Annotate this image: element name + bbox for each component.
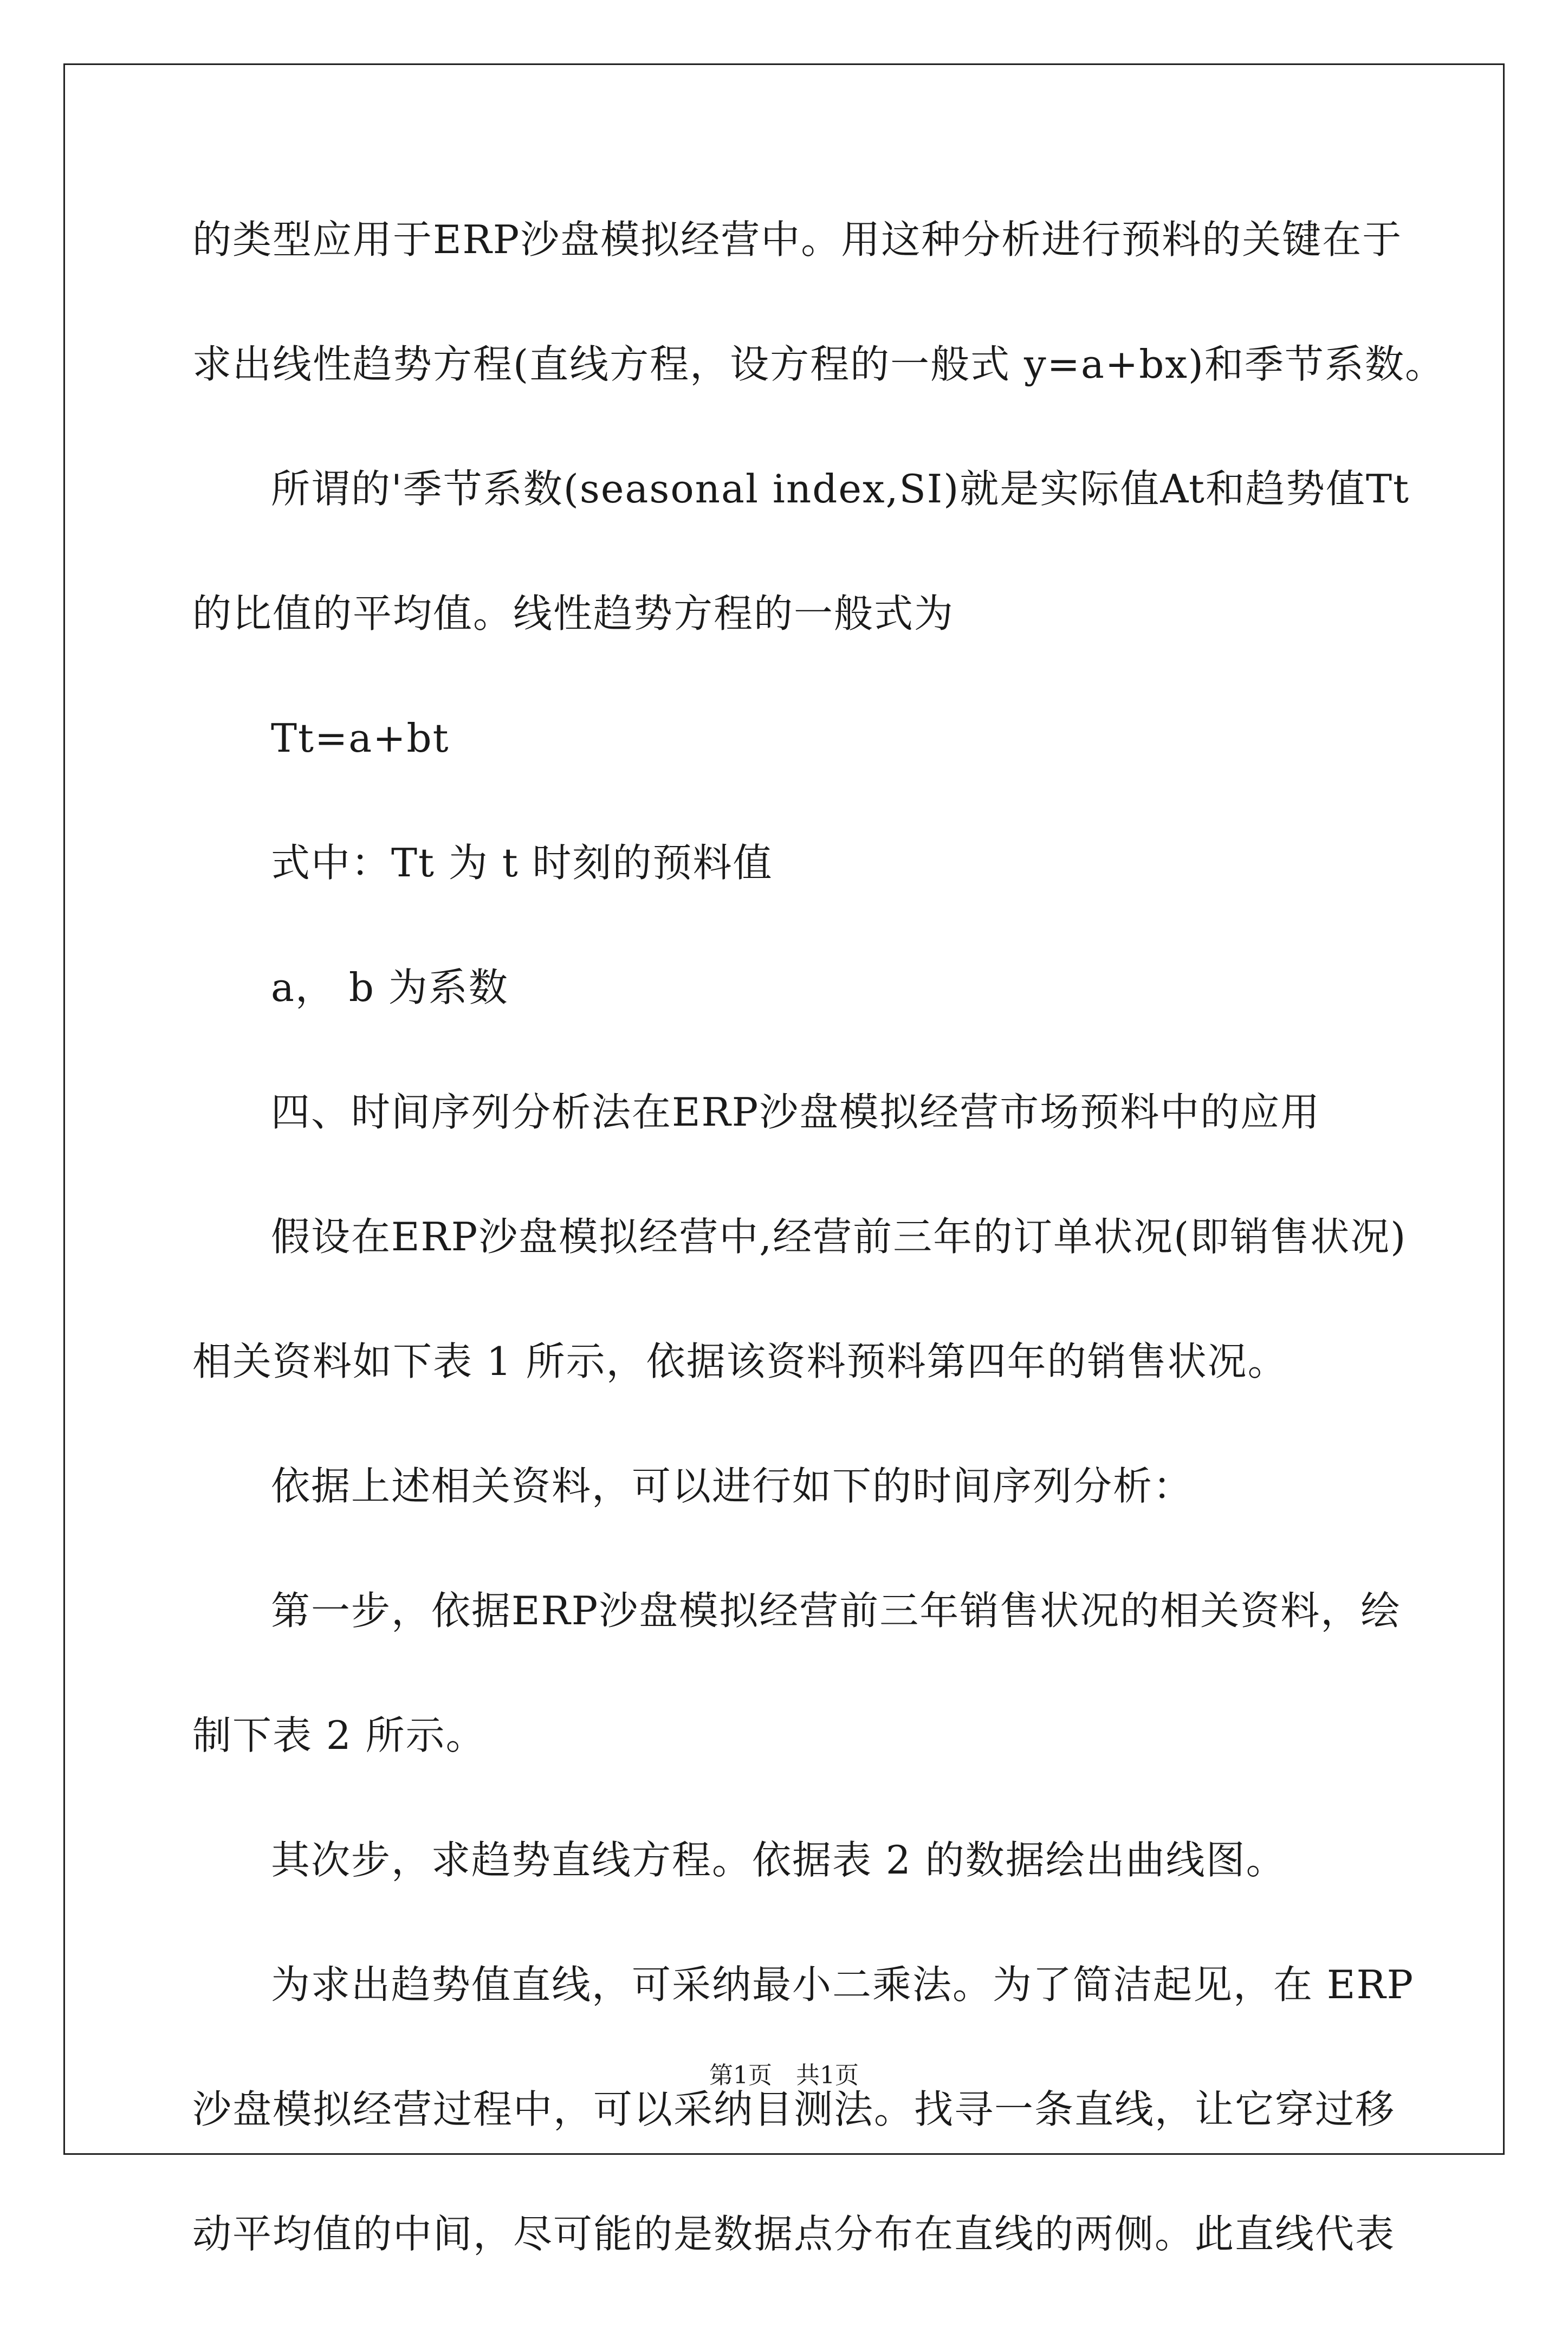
text-line: 相关资料如下表 1 所示，依据该资料预料第四年的销售状况。 (192, 1339, 1288, 1384)
text-line: 依据上述相关资料，可以进行如下的时间序列分析： (271, 1463, 1194, 1509)
text-line: 所谓的'季节系数(seasonal index,SI)就是实际值At和趋势值Tt (271, 466, 1410, 512)
text-line: 第一步，依据ERP沙盘模拟经营前三年销售状况的相关资料，绘 (271, 1588, 1401, 1633)
text-line: 求出线性趋势方程(直线方程，设方程的一般式 y=a+bx)和季节系数。 (192, 341, 1446, 387)
text-line: 动平均值的中间，尽可能的是数据点分布在直线的两侧。此直线代表 (192, 2211, 1396, 2257)
text-line: 沙盘模拟经营过程中，可以采纳目测法。找寻一条直线，让它穿过移 (192, 2087, 1396, 2132)
section-heading: 四、时间序列分析法在ERP沙盘模拟经营市场预料中的应用 (271, 1089, 1321, 1135)
text-line: 制下表 2 所示。 (192, 1713, 486, 1758)
text-line: 的类型应用于ERP沙盘模拟经营中。用这种分析进行预料的关键在于 (192, 217, 1403, 262)
text-line: 为求出趋势值直线，可采纳最小二乘法。为了简洁起见，在 ERP (271, 1962, 1415, 2007)
page-number: 第1页 共1页 (709, 2062, 859, 2089)
text-line: 其次步，求趋势直线方程。依据表 2 的数据绘出曲线图。 (271, 1837, 1286, 1883)
text-line: a， b 为系数 (271, 965, 509, 1010)
text-line: 的比值的平均值。线性趋势方程的一般式为 (192, 591, 955, 636)
text-line: 式中：Tt 为 t 时刻的预料值 (271, 840, 773, 886)
document-body (192, 206, 1446, 2325)
text-line: 假设在ERP沙盘模拟经营中,经营前三年的订单状况(即销售状况) (271, 1214, 1407, 1260)
formula-line: Tt=a+bt (271, 715, 450, 761)
